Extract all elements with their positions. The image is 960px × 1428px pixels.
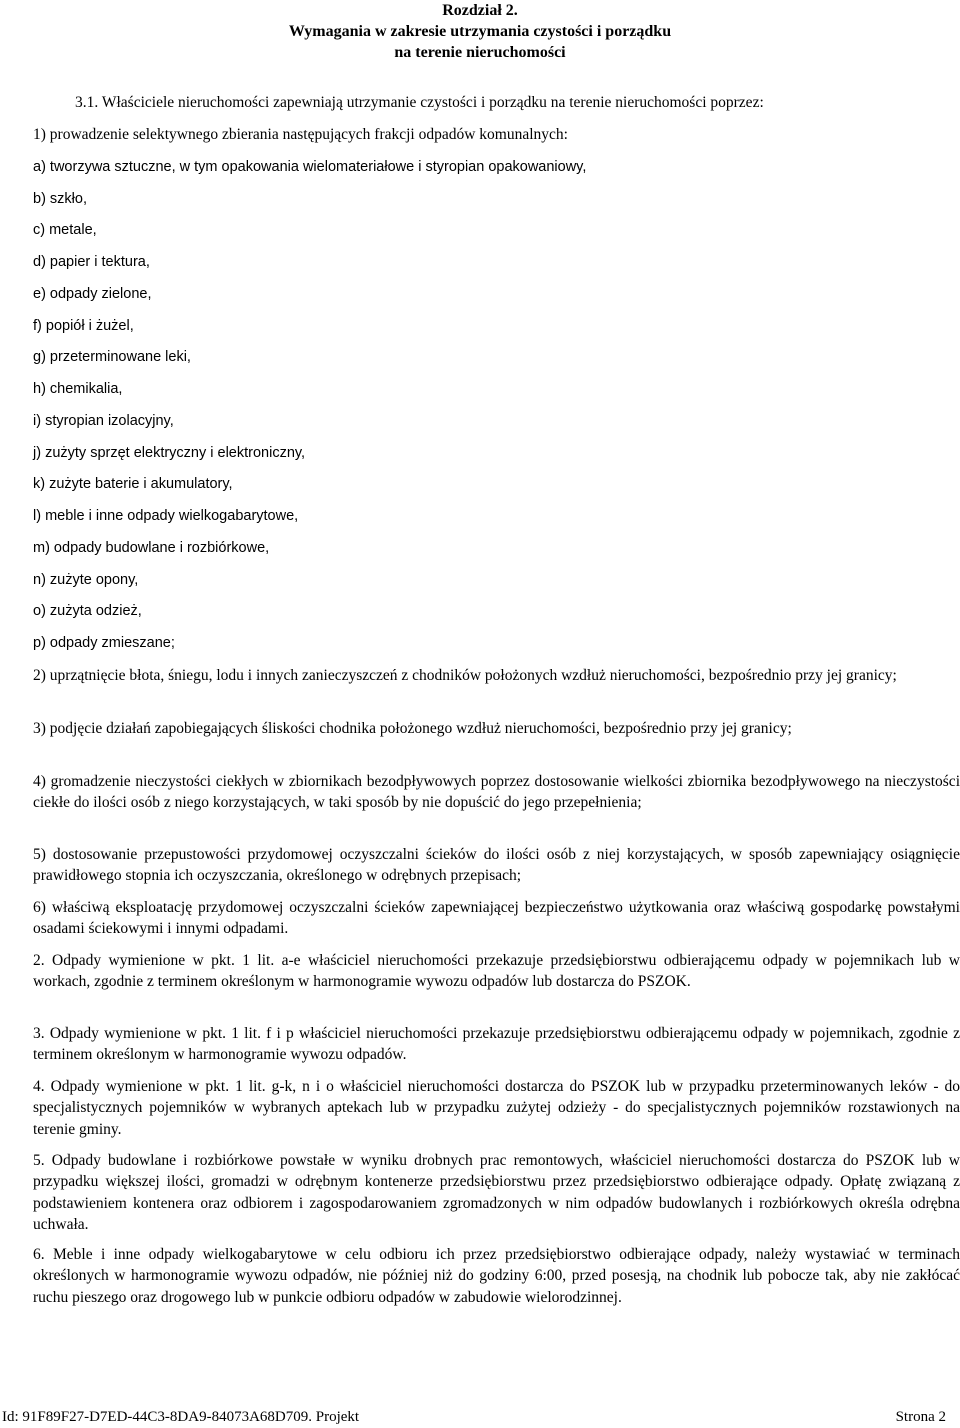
fraction-d: d) papier i tektura, [33, 254, 150, 270]
chapter-title-line-2: na terenie nieruchomości [394, 44, 566, 61]
fraction-k: k) zużyte baterie i akumulatory, [33, 476, 233, 492]
point-2: 2) uprzątnięcie błota, śniegu, lodu i innych zanieczyszczeń z chodników położonych wzdłuż nieruchomości, bezpośrednio przy jej granicy; [33, 667, 897, 684]
chapter-heading: Rozdział 2. [442, 2, 518, 19]
fraction-h: h) chemikalia, [33, 381, 123, 397]
chapter-title-line-1: Wymagania w zakresie utrzymania czystości i porządku [288, 23, 672, 40]
fraction-a: a) tworzywa sztuczne, w tym opakowania wielomateriałowe i styropian opakowaniowy, [33, 159, 587, 175]
document-id: Id: 91F89F27-D7ED-44C3-8DA9-84073A68D709. Projekt [2, 1409, 360, 1425]
paragraph-4: 4. Odpady wymienione w pkt. 1 lit. g-k, n i o właściciel nieruchomości dostarcza do PSZOK lub w przypadku przeterminowanych leków - do specjalistycznych pojemników w wybranych aptekach lub w przypadku zużytej odzieży - do specjalistycznych pojemników rozstawionych na terenie gminy. [33, 1078, 960, 1138]
paragraph-5: 5. Odpady budowlane i rozbiórkowe powstałe w wyniku drobnych prac remontowych, właściciel nieruchomości dostarcza do PSZOK lub w przypadku większej ilości, gromadzi w odrębnym kontenerze przedsiębiorstwu przez przedsiębiorstwo odbierające odpady. Opłatę związaną z podstawieniem kontenera oraz odbiorem i zagospodarowaniem zgromadzonych w nim odpadów budowlanych i rozbiórkowych określa odrębna uchwała. [33, 1152, 960, 1233]
fraction-f: f) popiół i żużel, [33, 318, 134, 334]
fraction-b: b) szkło, [33, 191, 87, 207]
fraction-m: m) odpady budowlane i rozbiórkowe, [33, 540, 270, 556]
point-1: 1) prowadzenie selektywnego zbierania następujących frakcji odpadów komunalnych: [33, 126, 568, 143]
document-header [0, 0, 960, 63]
fraction-c: c) metale, [33, 222, 97, 238]
paragraph-3: 3. Odpady wymienione w pkt. 1 lit. f i p właściciel nieruchomości przekazuje przedsiębiorstwu odbierającemu odpady w pojemnikach, zgodnie z terminem określonym w harmonogramie wywozu odpadów. [33, 1025, 960, 1064]
page-number: Strona 2 [895, 1409, 946, 1425]
fraction-j: j) zużyty sprzęt elektryczny i elektroniczny, [33, 445, 306, 461]
point-6: 6) właściwą eksploatację przydomowej oczyszczalni ścieków zapewniającej bezpieczeństwo użytkowania oraz właściwą gospodarkę powstałymi osadami ściekowymi i innymi odpadami. [33, 899, 960, 938]
section-intro: 3.1. Właściciele nieruchomości zapewniają utrzymanie czystości i porządku na terenie nieruchomości poprzez: [75, 94, 764, 111]
point-3: 3) podjęcie działań zapobiegających śliskości chodnika położonego wzdłuż nieruchomości, bezpośrednio przy jej granicy; [33, 720, 792, 737]
point-4: 4) gromadzenie nieczystości ciekłych w zbiornikach bezodpływowych poprzez dostosowanie wielkości zbiornika bezodpływowego na nieczystości ciekłe do ilości osób z niego korzystających, w taki sposób by nie dopuścić do jego przepełnienia; [33, 773, 960, 812]
fraction-n: n) zużyte opony, [33, 572, 139, 588]
fraction-i: i) styropian izolacyjny, [33, 413, 174, 429]
paragraph-6: 6. Meble i inne odpady wielkogabarytowe w celu odbioru ich przez przedsiębiorstwo odbierające odpady, należy wystawiać w terminach określonych w harmonogramie wywozu odpadów, nie później niż do godziny 6:00, przed posesją, na chodnik lub pobocze tak, aby nie zakłócać ruchu pieszego oraz drogowego lub w punkcie odbioru odpadów w zabudowie wielorodzinnej. [33, 1246, 960, 1306]
fraction-p: p) odpady zmieszane; [33, 635, 175, 651]
fraction-l: l) meble i inne odpady wielkogabarytowe, [33, 508, 299, 524]
fraction-g: g) przeterminowane leki, [33, 349, 191, 365]
fraction-o: o) zużyta odzież, [33, 603, 142, 619]
point-5: 5) dostosowanie przepustowości przydomowej oczyszczalni ścieków do ilości osób z niej korzystających, w sposób zapewniający osiągnięcie prawidłowego stopnia ich oczyszczania, określonego w odrębnych przepisach; [33, 846, 960, 885]
paragraph-2: 2. Odpady wymienione w pkt. 1 lit. a-e właściciel nieruchomości przekazuje przedsiębiorstwu odbierającemu odpady w pojemnikach lub w workach, zgodnie z terminem określonym w harmonogramie wywozu odpadów lub dostarcza do PSZOK. [33, 952, 960, 991]
fraction-e: e) odpady zielone, [33, 286, 152, 302]
